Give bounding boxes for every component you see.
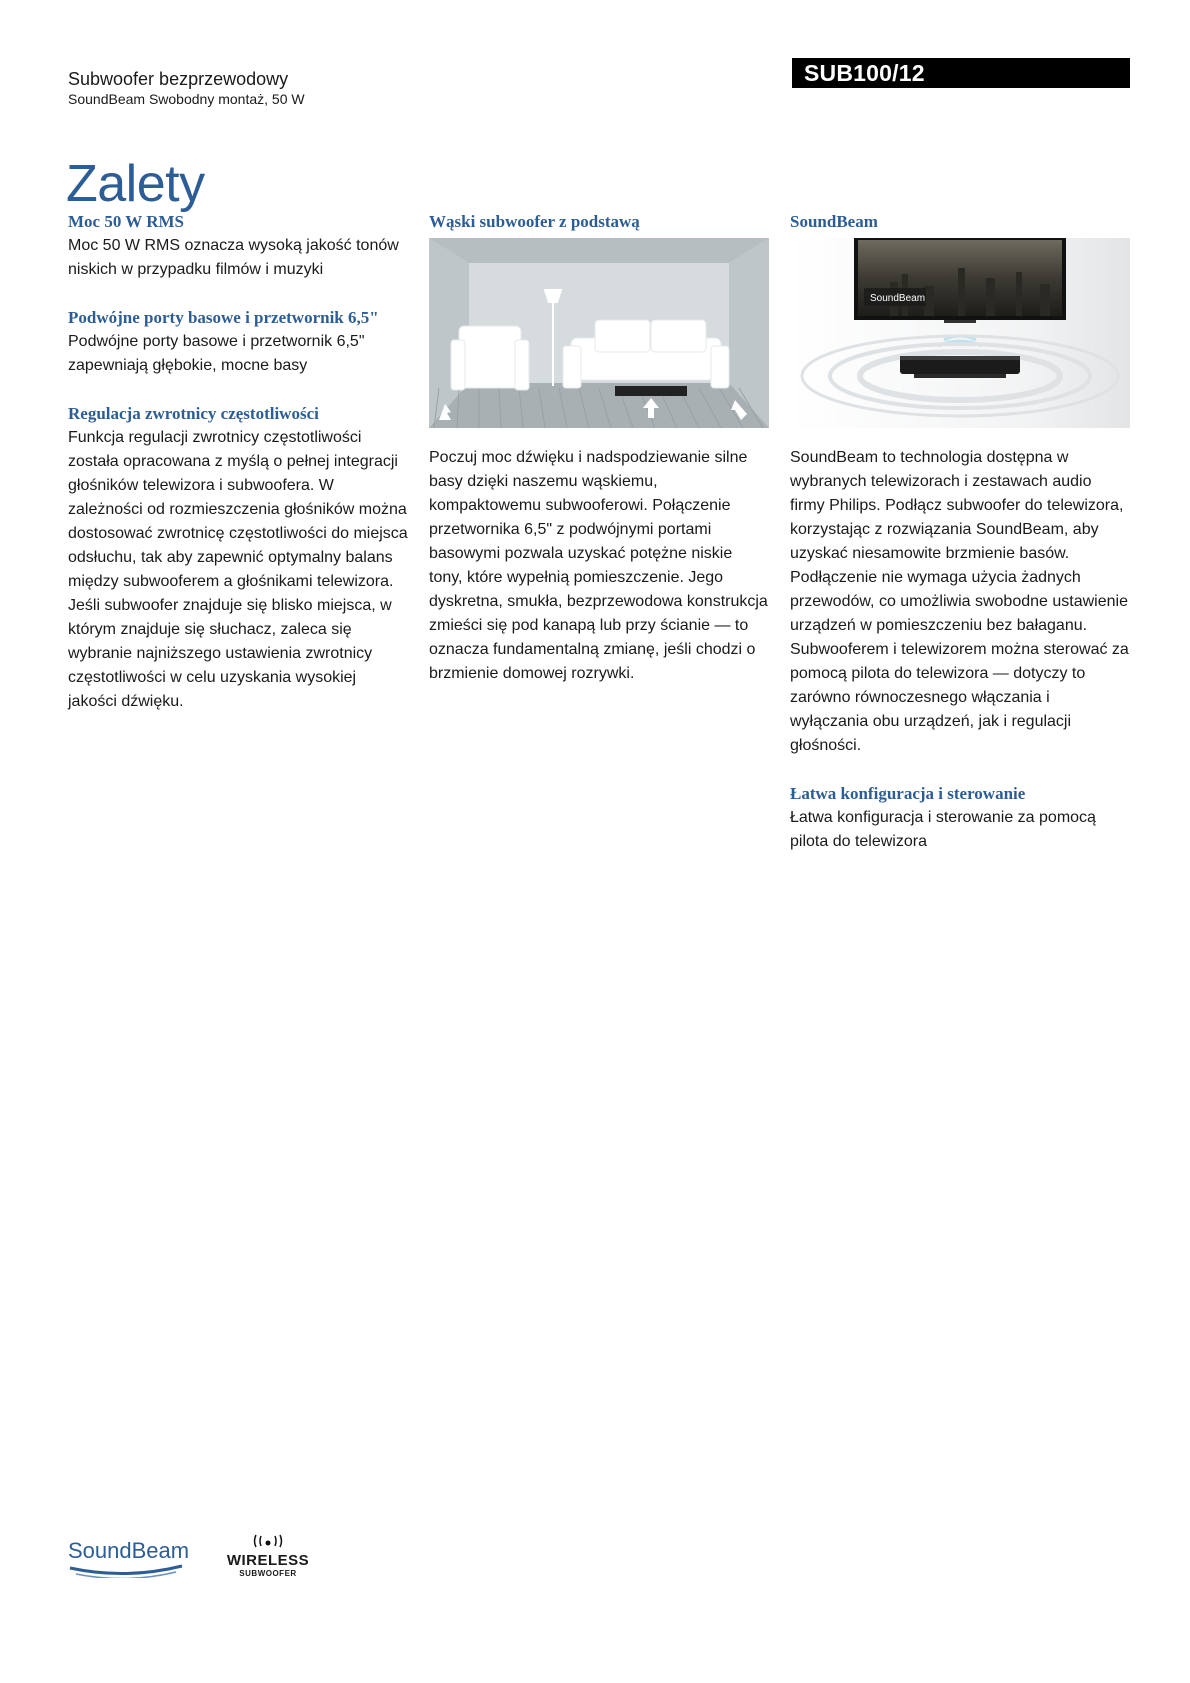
feature-text: Poczuj moc dźwięku i nadspodziewanie silne basy dzięki naszemu wąskiemu, kompaktowemu subwooferowi. Połączenie przetwornika 6,5" z podwójnymi portami basowymi pozwala uzyskać potężne niskie tony, które wypełnią pomieszczenie. Jego dyskretna, smukła, bezprzewodowa konstrukcja zmieści się pod kanapą lub przy ścianie — to oznacza fundamentalną zmianę, jeśli chodzi o brzmienie domowej rozrywki.	[429, 449, 768, 682]
feature-text: Podwójne porty basowe i przetwornik 6,5" zapewniają głębokie, mocne basy	[68, 333, 365, 374]
feature-power	[68, 210, 408, 282]
feature-soundbeam	[790, 210, 1130, 758]
features-column-2	[429, 210, 769, 710]
soundbeam-illustration	[790, 238, 1130, 428]
product-name: Subwoofer bezprzewodowy	[68, 69, 289, 89]
feature-title: Moc 50 W RMS	[68, 212, 185, 231]
feature-slim-subwoofer	[429, 210, 769, 686]
soundbeam-swoosh-icon	[68, 1564, 184, 1578]
tv-soundbeam-label: SoundBeam	[870, 293, 926, 304]
wireless-signal-icon	[248, 1534, 288, 1548]
soundbeam-logo-text: SoundBeam	[68, 1538, 190, 1563]
features-column-1	[68, 210, 408, 738]
model-number: SUB100/12	[792, 58, 1130, 88]
features-column-3	[790, 210, 1130, 878]
section-title: Zalety	[66, 154, 205, 213]
feature-text: Moc 50 W RMS oznacza wysoką jakość tonów niskich w przypadku filmów i muzyki	[68, 237, 399, 278]
feature-crossover	[68, 402, 408, 714]
feature-title: Wąski subwoofer z podstawą	[429, 212, 640, 231]
feature-bass-ports	[68, 306, 408, 378]
wireless-text: WIRELESS	[226, 1552, 310, 1569]
product-subtitle: SoundBeam Swobodny montaż, 50 W	[68, 91, 305, 107]
feature-title: Podwójne porty basowe i przetwornik 6,5"	[68, 308, 379, 327]
room-illustration	[429, 238, 769, 428]
feature-title: Regulacja zwrotnicy częstotliwości	[68, 404, 319, 423]
feature-text: Funkcja regulacji zwrotnicy częstotliwości została opracowana z myślą o pełnej integracji głośników telewizora i subwoofera. W zależności od rozmieszczenia głośników można dostosować zwrotnicę częstotliwości do miejsca odsłuchu, tak aby zapewnić optymalny balans między subwooferem a głośnikami telewizora. Jeśli subwoofer znajduje się blisko miejsca, w którym znajduje się słuchacz, zaleca się wybranie najniższego ustawienia zwrotnicy częstotliwości w celu uzyskania wysokiej jakości dźwięku.	[68, 429, 408, 710]
subwoofer-text: SUBWOOFER	[239, 1569, 297, 1578]
feature-title: SoundBeam	[790, 212, 878, 231]
feature-text: Łatwa konfiguracja i sterowanie za pomocą pilota do telewizora	[790, 809, 1096, 850]
feature-title: Łatwa konfiguracja i sterowanie	[790, 784, 1026, 803]
soundbeam-logo	[68, 1538, 189, 1583]
wireless-subwoofer-logo	[218, 1534, 318, 1579]
feature-easy-setup	[790, 782, 1130, 854]
feature-text: SoundBeam to technologia dostępna w wybranych telewizorach i zestawach audio firmy Philips. Podłącz subwoofer do telewizora, korzystając z rozwiązania SoundBeam, aby uzyskać niesamowite brzmienie basów. Podłączenie nie wymaga użycia żadnych przewodów, co umożliwia swobodne ustawienie urządzeń w pomieszczeniu bez bałaganu. Subwooferem i telewizorem można sterować za pomocą pilota do telewizora — dotyczy to zarówno równoczesnego włączania i wyłączania obu urządzeń, jak i regulacji głośności.	[790, 449, 1129, 754]
